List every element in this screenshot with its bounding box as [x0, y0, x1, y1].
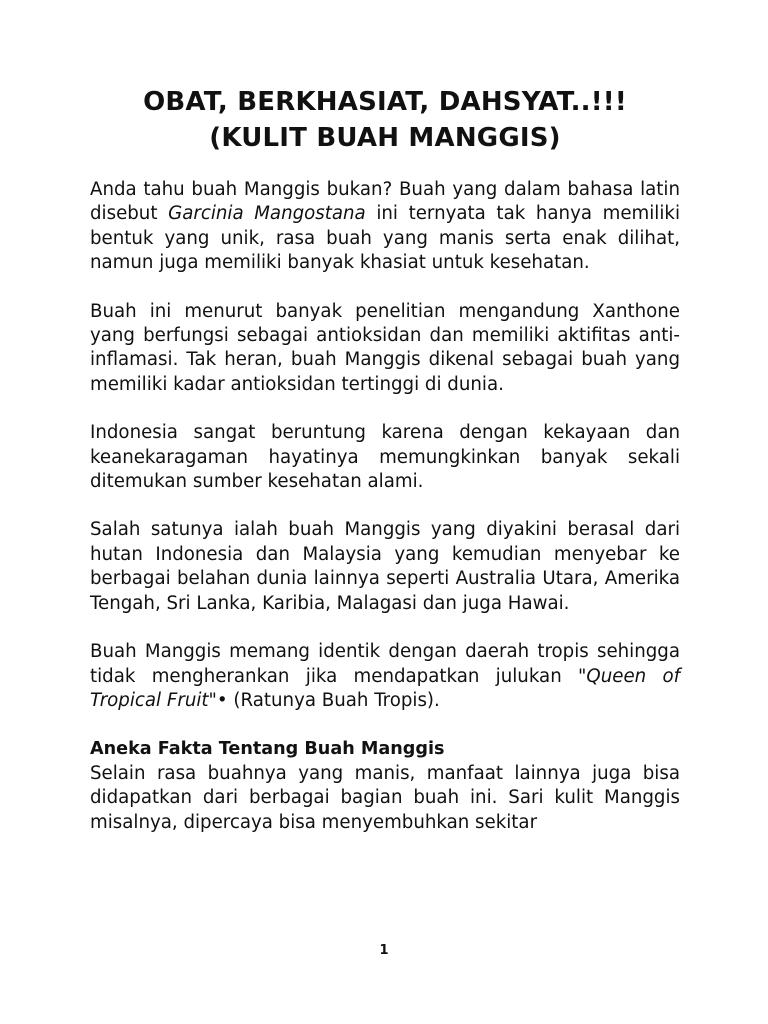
- paragraph-intro-text-start: Anda tahu buah Manggis bukan? Buah yang dalam bahasa latin disebut: [90, 179, 680, 225]
- title-line-2: (KULIT BUAH MANGGIS): [209, 123, 561, 153]
- paragraph-tropical: [90, 640, 680, 713]
- title-line-1: OBAT, BERKHASIAT, DAHSYAT..!!!: [143, 87, 627, 117]
- document-title: [90, 84, 680, 156]
- paragraph-origin: Salah satunya ialah buah Manggis yang diyakini berasal dari hutan Indonesia dan Malaysia yang kemudian menyebar ke berbagai belahan dunia lainnya seperti Australia Utara, Amerika Tengah, Sri Lanka, Karibia, Malagasi dan juga Hawai.: [90, 519, 680, 614]
- paragraph-intro: [90, 178, 680, 276]
- queen-of-fruit-phrase: Queen of Tropical Fruit: [90, 665, 680, 711]
- paragraph-tropical-text-end: "• (Ratunya Buah Tropis).: [208, 689, 440, 711]
- document-body: [90, 178, 680, 835]
- paragraph-tropical-text-start: Buah Manggis memang identik dengan daerah tropis sehingga tidak mengherankan jika mendapatkan julukan ": [90, 641, 680, 687]
- paragraph-indonesia: Indonesia sangat beruntung karena dengan kekayaan dan keanekaragaman hayatinya memungkinkan banyak sekali ditemukan sumber kesehatan alami.: [90, 422, 680, 493]
- latin-name: Garcinia Mangostana: [168, 203, 366, 225]
- paragraph-facts: Selain rasa buahnya yang manis, manfaat lainnya juga bisa didapatkan dari berbagai bagian buah ini. Sari kulit Manggis misalnya, dipercaya bisa menyembuhkan sekitar: [90, 762, 680, 833]
- page-number: 1: [379, 943, 389, 958]
- section-heading: Aneka Fakta Tentang Buah Manggis: [90, 739, 445, 760]
- paragraph-xanthone: Buah ini menurut banyak penelitian mengandung Xanthone yang berfungsi sebagai antioksidan dan memiliki aktifitas anti-inflamasi. Tak heran, buah Manggis dikenal sebagai buah yang memiliki kadar antioksidan tertinggi di dunia.: [90, 300, 680, 395]
- document-page: [90, 84, 680, 835]
- paragraph-intro-text-end: ini ternyata tak hanya memiliki bentuk yang unik, rasa buah yang manis serta enak dilihat, namun juga memiliki banyak khasiat untuk kesehatan.: [90, 203, 680, 274]
